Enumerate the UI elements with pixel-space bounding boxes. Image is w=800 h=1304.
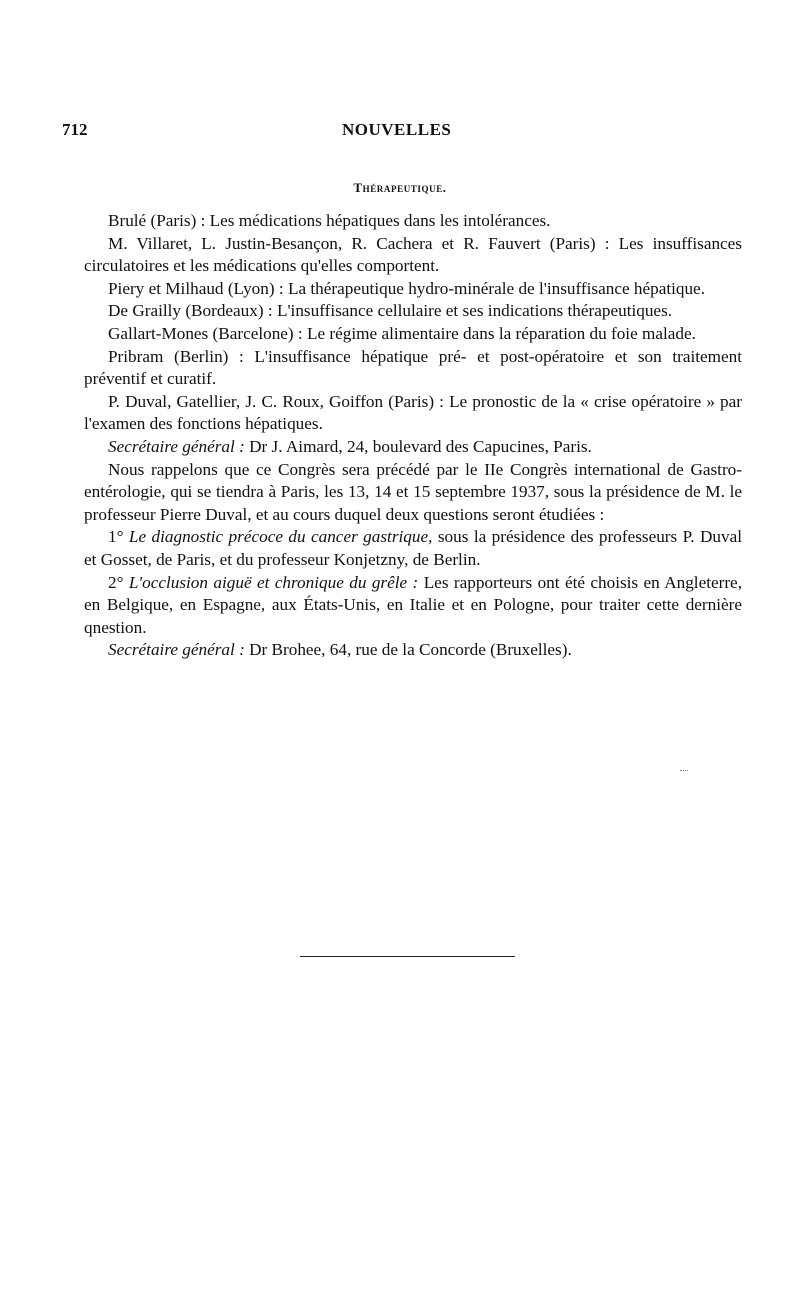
announcement-paragraph: Nous rappelons que ce Congrès sera précédé par le IIe Congrès international de Gastro-entérologie, qui se tiendra à Paris, les 13, 14 et 15 septembre 1937, sous la présidence de M. le professeur Pierre Duval, et au cours duquel deux questions seront étudiées : xyxy=(84,459,742,524)
secretary-text: Dr Brohee, 64, rue de la Concorde (Bruxelles). xyxy=(249,640,572,660)
running-title: NOUVELLES xyxy=(342,120,452,139)
secretary-label: Secrétaire général : xyxy=(108,436,245,456)
question-text: Les rapporteurs ont été choisis en Angleterre, en Belgique, en Espagne, aux États-Unis, en Italie et en Pologne, pour traiter cette dernière qnestion. xyxy=(84,572,742,637)
question-title: L'occlusion aiguë et chronique du grêle : xyxy=(128,572,419,592)
entry-gallart-mones: Gallart-Mones (Barcelone) : Le régime alimentaire dans la réparation du foie malade. xyxy=(108,323,696,343)
body-text xyxy=(84,210,742,662)
entry-piery: Piery et Milhaud (Lyon) : La thérapeutique hydro-minérale de l'insuffisance hépatique. xyxy=(108,278,705,298)
stray-mark xyxy=(680,770,688,771)
entry-brule: Brulé (Paris) : Les médications hépatiques dans les intolérances. xyxy=(108,211,551,230)
question-text: sous la présidence des professeurs P. Duval et Gosset, de Paris, et du professeur Konjetzny, de Berlin. xyxy=(84,527,743,569)
secretary-general-2 xyxy=(84,639,742,662)
section-end-rule xyxy=(300,956,515,957)
secretary-text: Dr J. Aimard, 24, boulevard des Capucines, Paris. xyxy=(249,436,592,456)
page-number: 712 xyxy=(62,120,88,139)
section-heading: Thérapeutique. xyxy=(353,180,447,195)
secretary-label: Secrétaire général : xyxy=(108,640,245,660)
entry-duval: P. Duval, Gatellier, J. C. Roux, Goiffon (Paris) : Le pronostic de la « crise opératoire » par l'examen des fonctions hépatiques. xyxy=(84,391,742,434)
entry-pribram: Pribram (Berlin) : L'insuffisance hépatique pré- et post-opératoire et son traitement préventif et curatif. xyxy=(84,346,742,389)
secretary-general-1 xyxy=(84,436,742,459)
question-2 xyxy=(84,572,742,640)
question-1 xyxy=(84,526,742,571)
running-head xyxy=(62,120,742,144)
question-number: 1° xyxy=(108,527,124,547)
question-number: 2° xyxy=(108,572,124,592)
entry-de-grailly: De Grailly (Bordeaux) : L'insuffisance cellulaire et ses indications thérapeutiques. xyxy=(108,301,673,321)
entry-villaret: M. Villaret, L. Justin-Besançon, R. Cachera et R. Fauvert (Paris) : Les insuffisances circulatoires et les médications qu'elles comportent. xyxy=(84,233,742,276)
question-title: Le diagnostic précoce du cancer gastrique, xyxy=(128,527,433,547)
